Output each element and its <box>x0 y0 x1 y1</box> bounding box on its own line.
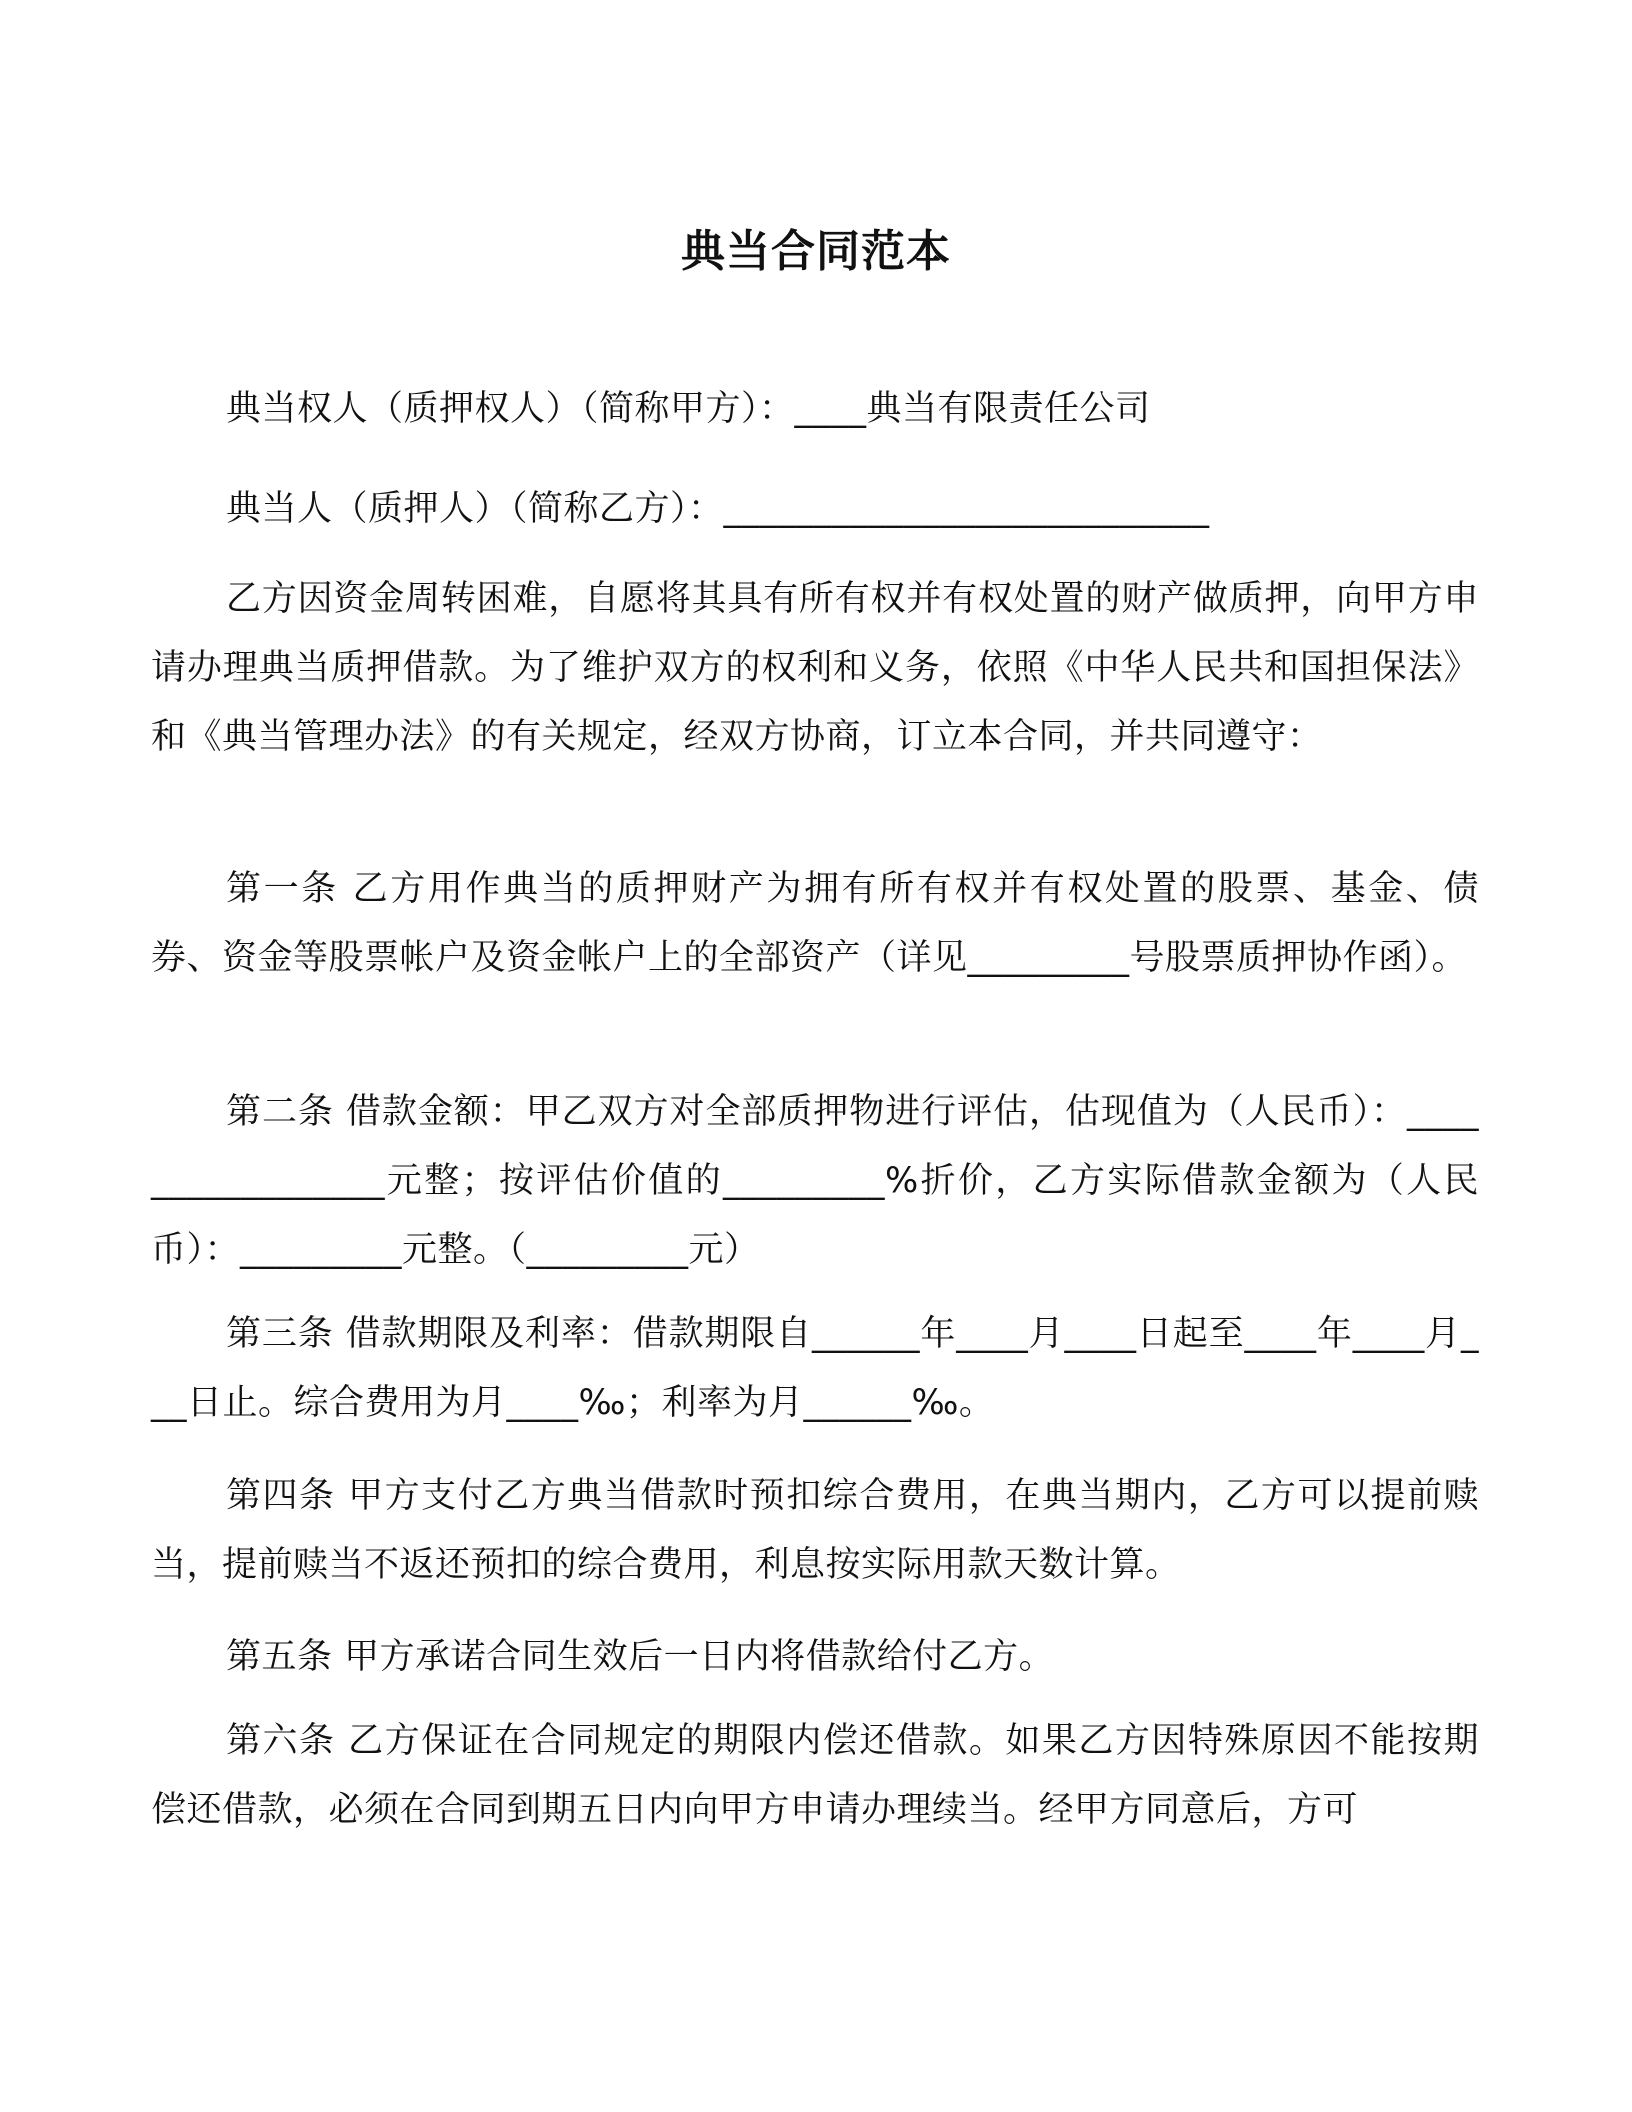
preamble-paragraph: 乙方因资金周转困难，自愿将其具有所有权并有权处置的财产做质押，向甲方申请办理典当质押借款。为了维护双方的权利和义务，依照《中华人民共和国担保法》和《典当管理办法》的有关规定，经双方协商，订立本合同，并共同遵守： <box>151 579 1479 757</box>
article-3: 第三条 借款期限及利率：借款期限自______年____月____日起至____年____月___日止。综合费用为月____‰；利率为月______‰。 <box>151 1314 1479 1423</box>
document-title: 典当合同范本 <box>681 226 951 277</box>
party-b-line: 典当人（质押人）（简称乙方）：___________________________ <box>226 489 1210 529</box>
article-2: 第二条 借款金额：甲乙双方对全部质押物进行评估，估现值为（人民币）：_________________元整；按评估价值的_________%折价，乙方实际借款金额为（人民币）：_________元整。（_________元） <box>151 1092 1479 1270</box>
article-6: 第六条 乙方保证在合同规定的期限内偿还借款。如果乙方因特殊原因不能按期偿还借款，必须在合同到期五日内向甲方申请办理续当。经甲方同意后，方可 <box>151 1721 1479 1830</box>
party-a-line: 典当权人（质押权人）（简称甲方）：____典当有限责任公司 <box>226 389 1151 429</box>
article-4: 第四条 甲方支付乙方典当借款时预扣综合费用，在典当期内，乙方可以提前赎当，提前赎当不返还预扣的综合费用，利息按实际用款天数计算。 <box>151 1476 1479 1585</box>
article-5: 第五条 甲方承诺合同生效后一日内将借款给付乙方。 <box>226 1637 1055 1677</box>
article-1: 第一条 乙方用作典当的质押财产为拥有所有权并有权处置的股票、基金、债券、资金等股票帐户及资金帐户上的全部资产（详见_________号股票质押协作函）。 <box>151 869 1479 978</box>
